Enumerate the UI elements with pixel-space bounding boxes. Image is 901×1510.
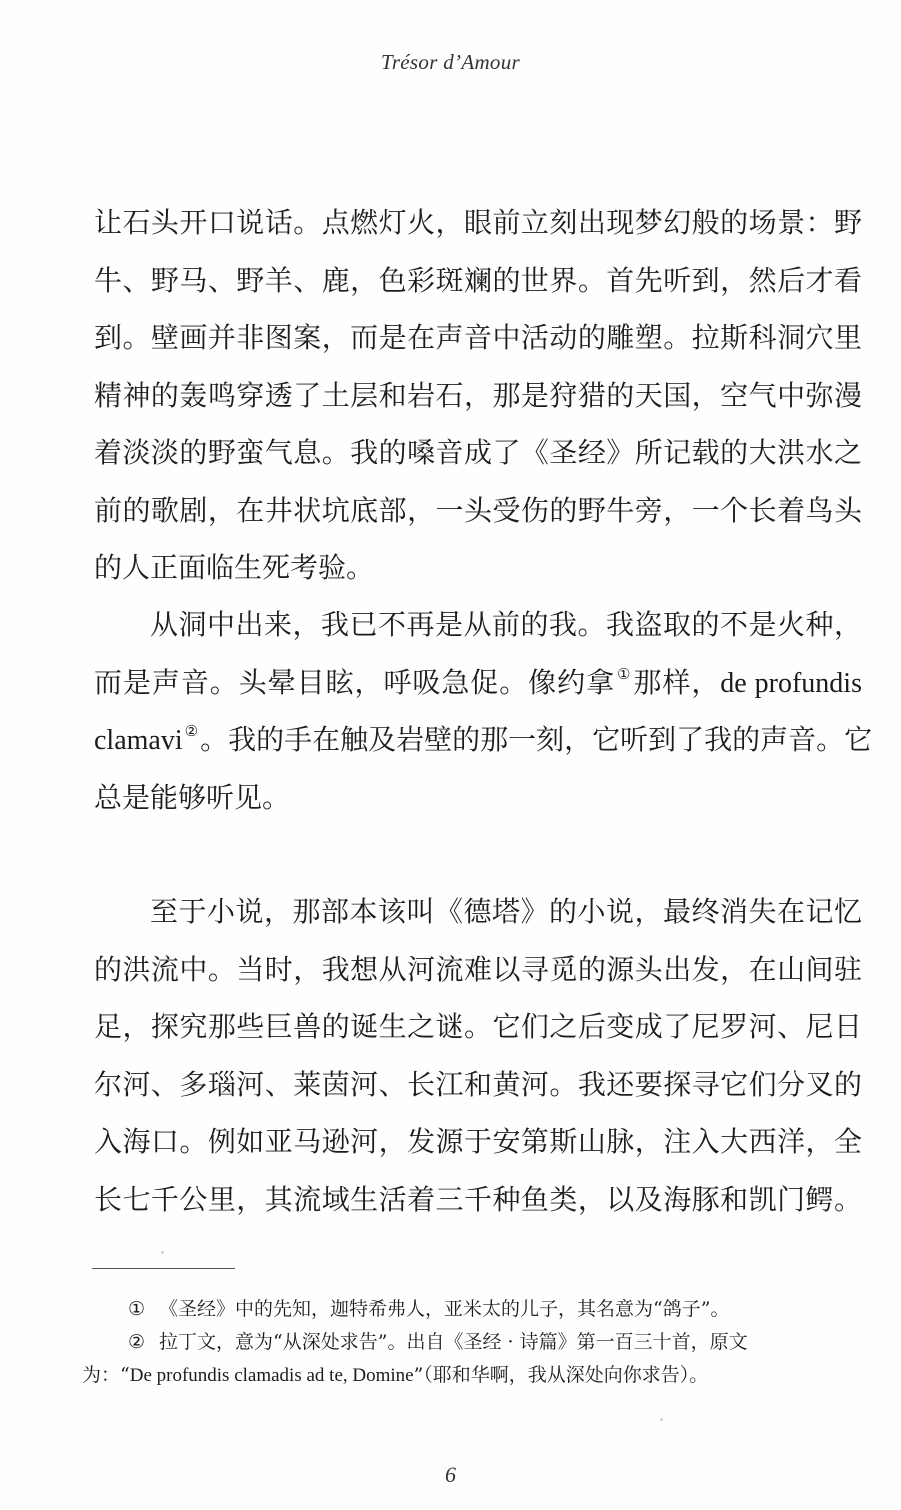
text-line: 精神的轰鸣穿透了土层和岩石，那是狩猎的天国，空气中弥漫 [94, 378, 862, 412]
text-line: 牛、野马、野羊、鹿，色彩斑斓的世界。首先听到，然后才看 [94, 263, 862, 297]
footnote-2-continued [82, 1359, 862, 1392]
text-run: 从洞中出来，我已不再是从前的我。我盗取的不是火种， [150, 608, 862, 641]
running-head: Trésor d’Amour [381, 50, 520, 74]
text-line: 前的歌剧，在井状坑底部，一头受伤的野牛旁，一个长着鸟头 [94, 493, 862, 527]
footnote-text: 为：“ [82, 1364, 130, 1386]
page-number: 6 [445, 1462, 456, 1487]
text-line: 尔河、多瑙河、莱茵河、长江和黄河。我还要探寻它们分叉的 [94, 1067, 862, 1101]
text-run: 那样， [632, 665, 721, 699]
paper-speck [660, 1418, 663, 1421]
text-line: 至于小说，那部本该叫《德塔》的小说，最终消失在记忆 [150, 895, 862, 928]
text-line: 让石头开口说话。点燃灯火，眼前立刻出现梦幻般的场景：野 [94, 206, 862, 239]
text-line: 到。壁画并非图案，而是在声音中活动的雕塑。拉斯科洞穴里 [94, 321, 862, 354]
text-line: 入海口。例如亚马逊河，发源于安第斯山脉，注入大西洋，全 [94, 1125, 862, 1158]
text-line: 着淡淡的野蛮气息。我的嗓音成了《圣经》所记载的大洪水之 [94, 436, 862, 469]
footnote-text: ”（耶和华啊，我从深处向你求告）。 [413, 1364, 709, 1386]
footnote-mark-1: ① [128, 1298, 146, 1320]
latin-phrase: clamavi [94, 725, 183, 756]
text-line: 足，探究那些巨兽的诞生之谜。它们之后变成了尼罗河、尼日 [94, 1010, 862, 1043]
paragraph-2 [94, 596, 873, 826]
paragraph-1 [94, 194, 862, 597]
footnote-1 [94, 1293, 862, 1326]
text-line: 总是能够听见。 [94, 780, 291, 814]
footnote-text: 《圣经》中的先知，迦特希弗人，亚米太的儿子，其名意为“鸽子”。 [159, 1298, 730, 1320]
footnote-divider [92, 1268, 235, 1269]
text-line: 的洪流中。当时，我想从河流难以寻觅的源头出发，在山间驻 [94, 952, 862, 986]
footnotes [82, 1293, 862, 1392]
text-run: 而是声音。头晕目眩，呼吸急促。像约拿 [94, 665, 616, 699]
paper-speck [161, 1251, 164, 1254]
footnote-ref-2[interactable]: ② [184, 724, 199, 740]
footnote-text: 拉丁文，意为“从深处求告”。出自《圣经 · 诗篇》第一百三十首，原文 [159, 1331, 748, 1353]
text-line: 的人正面临生死考验。 [94, 551, 375, 584]
text-line: 长七千公里，其流域生活着三千种鱼类，以及海豚和凯门鳄。 [94, 1182, 862, 1216]
latin-phrase: de profundis [720, 667, 862, 699]
footnote-ref-1[interactable]: ① [617, 666, 631, 683]
paragraph-3 [94, 883, 862, 1228]
text-line [94, 654, 862, 712]
text-line [94, 711, 873, 769]
footnote-2 [94, 1326, 862, 1359]
text-line [94, 596, 862, 654]
footnote-mark-2: ② [128, 1331, 146, 1353]
latin-phrase: De profundis clamadis ad te, Domine [129, 1365, 414, 1386]
text-run: 。我的手在触及岩壁的那一刻，它听到了我的声音。它 [200, 723, 873, 756]
